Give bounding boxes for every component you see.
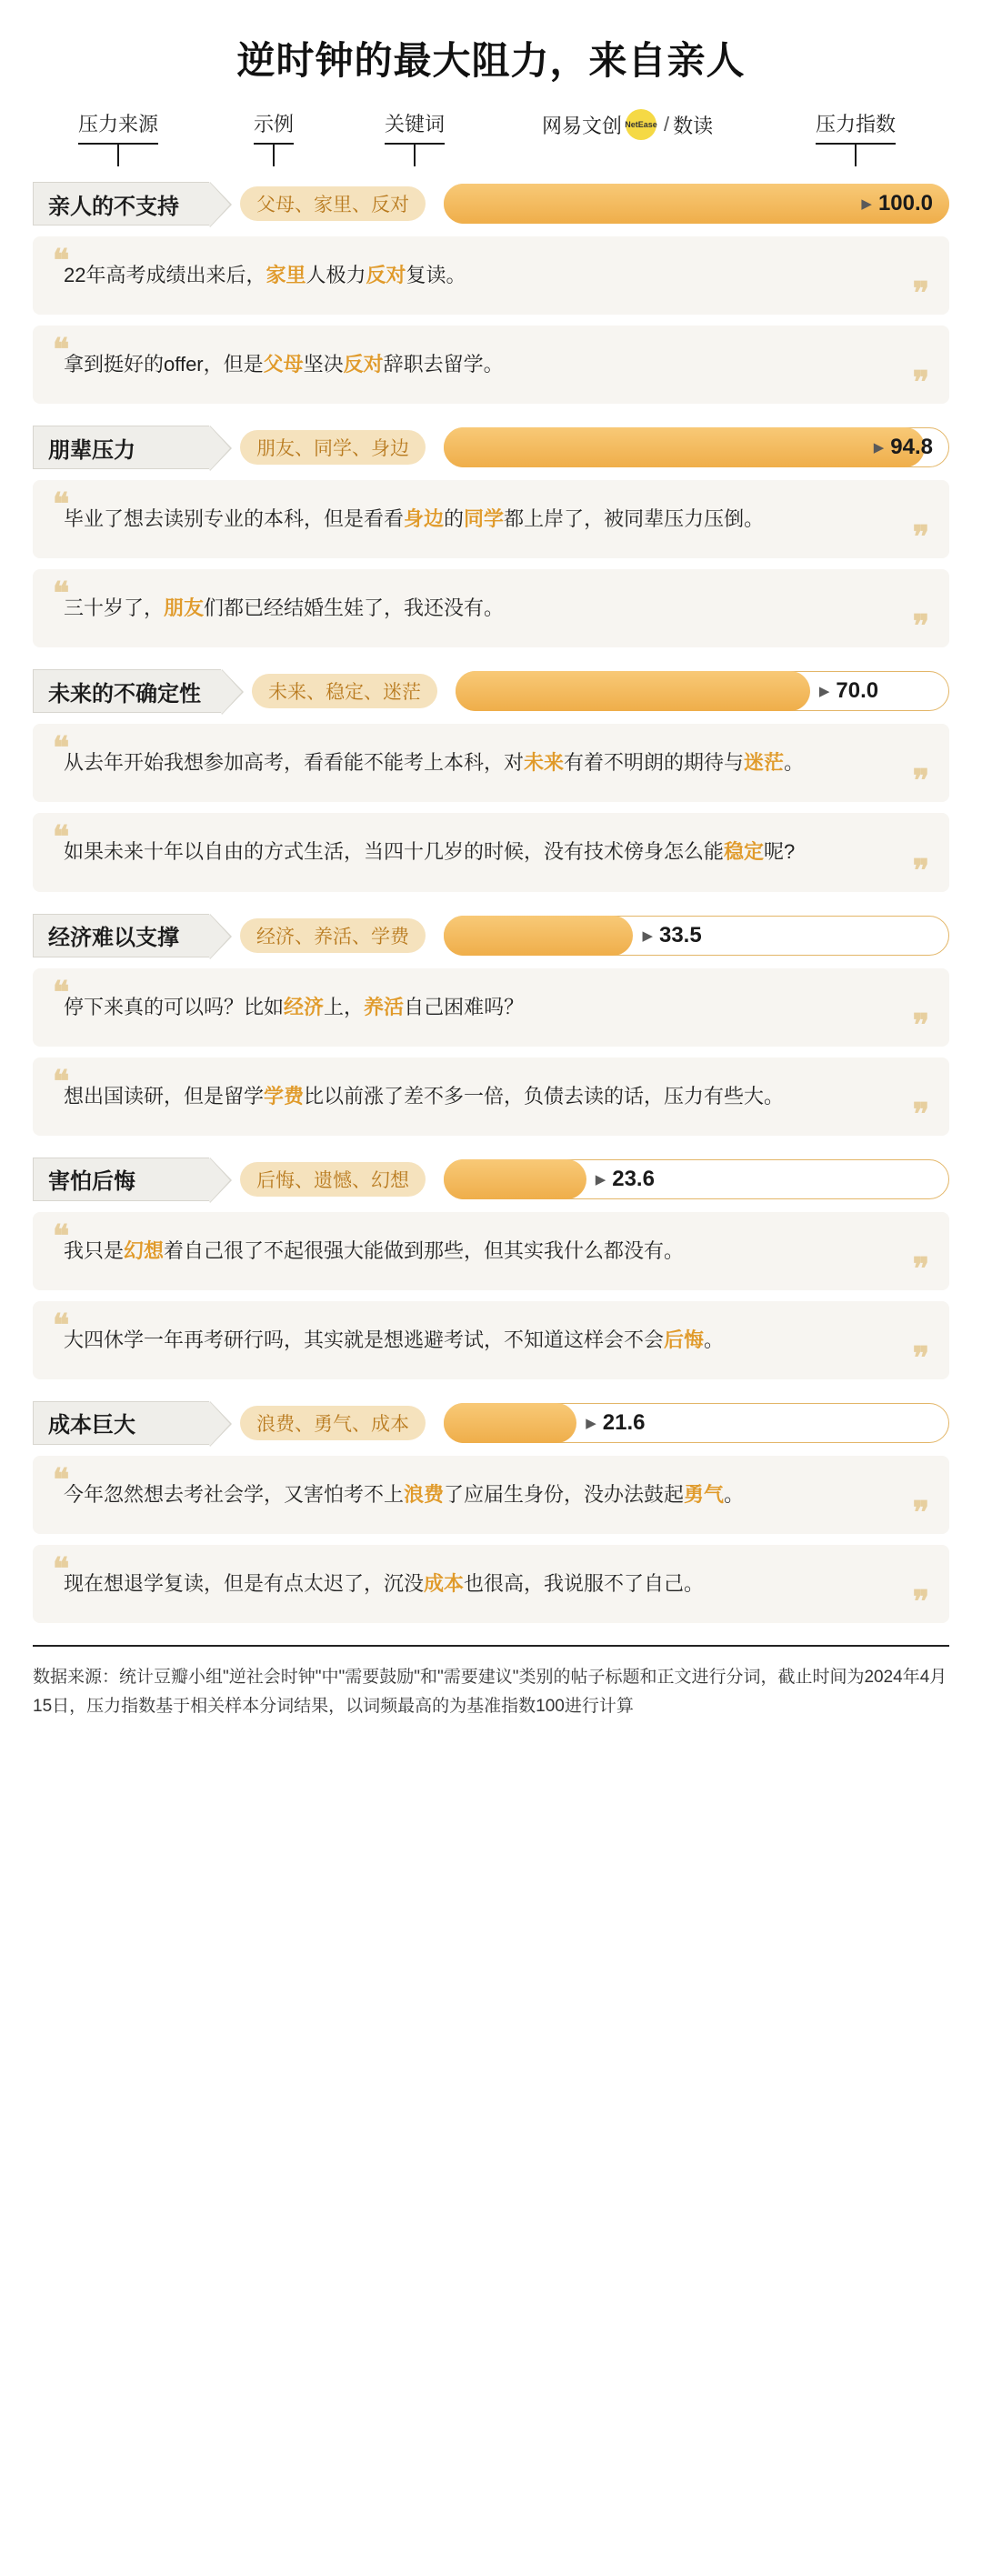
- quote-card: [33, 480, 949, 558]
- quote-segment: 现在想退学复读，但是有点太迟了，沉没: [64, 1572, 425, 1596]
- quote-card: [33, 569, 949, 647]
- legend-stem: [855, 145, 857, 166]
- quote-close-icon: ❞: [912, 1495, 929, 1532]
- sections-container: [33, 182, 949, 1623]
- quote-close-icon: ❞: [912, 1096, 929, 1133]
- legend-item-index: [783, 109, 928, 166]
- quote-highlight: 浪费: [404, 1482, 445, 1506]
- quote-segment: 着自己很了不起很强大能做到那些，但其实我什么都没有。: [164, 1238, 685, 1262]
- quote-text: [64, 504, 909, 535]
- quote-text: [64, 992, 909, 1023]
- page-title: 逆时钟的最大阻力，来自亲人: [236, 39, 746, 82]
- section-header-row: [33, 669, 949, 713]
- quote-segment: 。: [724, 1482, 745, 1506]
- quote-close-icon: ❞: [912, 276, 929, 313]
- quote-segment: 都上岸了，被同辈压力压倒。: [504, 507, 765, 531]
- quote-text: [64, 260, 909, 291]
- bar-value-number: 70.0: [836, 678, 879, 704]
- stress-index-bar: [444, 1159, 949, 1199]
- bar-value-label: [874, 427, 933, 467]
- quote-text: [64, 349, 909, 380]
- quote-segment: 。: [784, 751, 805, 775]
- quote-segment: 自己困难吗？: [404, 995, 525, 1018]
- quote-highlight: 幻想: [124, 1238, 165, 1262]
- quote-open-icon: ❝: [53, 730, 70, 767]
- keyword-chip: 经济、养活、学费: [240, 918, 426, 953]
- quote-segment: 辞职去留学。: [383, 353, 504, 376]
- triangle-marker-icon: ▶: [642, 927, 653, 944]
- quote-segment: 上，: [324, 995, 365, 1018]
- category-label: 成本巨大: [33, 1401, 209, 1445]
- quote-close-icon: ❞: [912, 608, 929, 646]
- quote-segment: 三十岁了，: [64, 596, 165, 620]
- legend-stem: [273, 145, 275, 166]
- quote-highlight: 成本: [424, 1572, 465, 1596]
- quote-highlight: 稳定: [724, 840, 765, 864]
- bar-value-number: 21.6: [602, 1409, 646, 1435]
- quote-segment: 也很高，我说服不了自己。: [464, 1572, 705, 1596]
- quote-open-icon: ❝: [53, 243, 70, 279]
- quote-text: [64, 1081, 909, 1112]
- quote-text: [64, 593, 909, 624]
- quote-segment: 坚决: [303, 353, 344, 376]
- quote-segment: 大四休学一年再考研行吗，其实就是想逃避考试，不知道这样会不会: [64, 1328, 665, 1351]
- quote-highlight: 朋友: [164, 596, 205, 620]
- quote-highlight: 经济: [284, 995, 325, 1018]
- bar-value-label: [861, 184, 933, 224]
- keyword-chip: 后悔、遗憾、幻想: [240, 1162, 426, 1197]
- legend-row: [33, 109, 949, 178]
- quote-text: [64, 1569, 909, 1599]
- legend-label-keyword: 关键词: [385, 109, 445, 145]
- quote-segment: 今年忽然想去考社会学，又害怕考不上: [64, 1482, 405, 1506]
- quote-highlight: 身边: [404, 507, 445, 531]
- quote-text: [64, 1479, 909, 1510]
- quote-highlight: 家里: [266, 264, 306, 286]
- quote-segment: 复读。: [406, 264, 466, 286]
- category-label: 朋辈压力: [33, 426, 209, 469]
- quote-open-icon: ❝: [53, 819, 70, 857]
- keyword-chip: 朋友、同学、身边: [240, 430, 426, 465]
- quote-highlight: 迷茫: [744, 751, 785, 775]
- triangle-marker-icon: ▶: [818, 684, 830, 700]
- bar-fill: [444, 1159, 586, 1199]
- quote-segment: 了应届生身份，没办法鼓起: [444, 1482, 685, 1506]
- stress-section: [33, 914, 949, 1136]
- keyword-chip: 父母、家里、反对: [240, 186, 426, 221]
- quote-open-icon: ❝: [53, 1551, 70, 1589]
- quote-segment: 我只是: [64, 1238, 125, 1262]
- legend-label-example: 示例: [254, 109, 294, 145]
- brand-suffix: 数读: [673, 114, 714, 137]
- quote-open-icon: ❝: [53, 576, 70, 613]
- quote-card: [33, 326, 949, 404]
- quote-card: [33, 1456, 949, 1534]
- category-label: 亲人的不支持: [33, 182, 209, 226]
- quote-open-icon: ❝: [53, 974, 70, 1011]
- quote-close-icon: ❞: [912, 1584, 929, 1621]
- quote-segment: 毕业了想去读别专业的本科，但是看看: [64, 507, 405, 531]
- category-label: 未来的不确定性: [33, 669, 221, 713]
- bar-value-label: [596, 1159, 655, 1199]
- bar-fill: [444, 427, 925, 467]
- stress-section: [33, 426, 949, 647]
- brand-slash: /: [664, 113, 670, 135]
- stress-index-bar: [444, 184, 949, 224]
- stress-index-bar: [444, 427, 949, 467]
- quote-card: [33, 724, 949, 802]
- legend-item-keyword: [346, 109, 483, 166]
- quote-card: [33, 813, 949, 891]
- quote-highlight: 养活: [364, 995, 405, 1018]
- stress-index-bar: [456, 671, 949, 711]
- quote-segment: 从去年开始我想参加高考，看看能不能考上本科，对: [64, 751, 525, 775]
- quote-highlight: 父母: [263, 353, 304, 376]
- bar-fill: [456, 671, 810, 711]
- quote-close-icon: ❞: [912, 519, 929, 556]
- quote-open-icon: ❝: [53, 332, 70, 369]
- bar-value-number: 33.5: [658, 922, 702, 947]
- quote-segment: 有着不明朗的期待与: [564, 751, 745, 775]
- quote-open-icon: ❝: [53, 1218, 70, 1255]
- stress-index-bar: [444, 916, 949, 956]
- quote-open-icon: ❝: [53, 1461, 70, 1498]
- quote-text: [64, 747, 909, 778]
- bar-value-number: 94.8: [890, 435, 933, 460]
- legend-label-index: 压力指数: [816, 109, 896, 145]
- bar-fill: [444, 916, 633, 956]
- quote-open-icon: ❝: [53, 486, 70, 524]
- legend-label-source: 压力来源: [78, 109, 158, 145]
- triangle-marker-icon: ▶: [586, 1415, 596, 1431]
- quote-highlight: 反对: [343, 353, 384, 376]
- bar-value-number: 100.0: [877, 191, 933, 216]
- section-header-row: [33, 426, 949, 469]
- quote-card: [33, 1545, 949, 1623]
- quote-segment: 人极力: [306, 264, 366, 286]
- quote-open-icon: ❝: [53, 1307, 70, 1344]
- quote-close-icon: ❞: [912, 1250, 929, 1288]
- quote-segment: 22年高考成绩出来后，: [64, 264, 266, 286]
- stress-section: [33, 182, 949, 404]
- bar-value-label: [642, 916, 701, 956]
- quote-close-icon: ❞: [912, 763, 929, 800]
- section-header-row: [33, 182, 949, 226]
- quote-segment: 呢?: [764, 840, 796, 864]
- category-label: 经济难以支撑: [33, 914, 209, 957]
- section-header-row: [33, 1401, 949, 1445]
- quote-highlight: 反对: [366, 264, 406, 286]
- bar-fill: [444, 1403, 576, 1443]
- stress-section: [33, 669, 949, 891]
- legend-stem: [117, 145, 119, 166]
- triangle-marker-icon: ▶: [861, 196, 872, 212]
- stress-section: [33, 1401, 949, 1623]
- quote-highlight: 未来: [524, 751, 565, 775]
- quote-close-icon: ❞: [912, 1007, 929, 1044]
- quote-card: [33, 1212, 949, 1290]
- quote-close-icon: ❞: [912, 365, 929, 402]
- category-label: 害怕后悔: [33, 1158, 209, 1201]
- netease-icon: NetEase: [626, 109, 656, 140]
- quote-segment: 停下来真的可以吗？比如: [64, 995, 285, 1018]
- quote-segment: 。: [704, 1328, 725, 1351]
- quote-card: [33, 1301, 949, 1379]
- quote-highlight: 勇气: [684, 1482, 725, 1506]
- quote-highlight: 同学: [464, 507, 505, 531]
- quote-segment: 们都已经结婚生娃了，我还没有。: [204, 596, 505, 620]
- quote-text: [64, 837, 909, 867]
- legend-stem: [414, 145, 416, 166]
- quote-segment: 拿到挺好的offer，但是: [64, 353, 264, 376]
- quote-text: [64, 1325, 909, 1356]
- bar-value-label: [819, 671, 878, 711]
- brand-prefix: 网易文创: [542, 114, 623, 137]
- footer-note: 数据来源：统计豆瓣小组"逆社会时钟"中"需要鼓励"和"需要建议"类别的帖子标题和正文进行分词，截止时间为2024年4月15日，压力指数基于相关样本分词结果，以词频最高的为基准指数100进行计算: [33, 1645, 949, 1722]
- quote-segment: 如果未来十年以自由的方式生活，当四十几岁的时候，没有技术傍身怎么能: [64, 840, 725, 864]
- quote-close-icon: ❞: [912, 1339, 929, 1377]
- triangle-marker-icon: ▶: [595, 1171, 606, 1188]
- quote-card: [33, 236, 949, 315]
- quote-open-icon: ❝: [53, 1063, 70, 1100]
- quote-segment: 的: [444, 507, 465, 531]
- quote-segment: 想出国读研，但是留学: [64, 1084, 265, 1108]
- triangle-marker-icon: ▶: [873, 440, 885, 456]
- keyword-chip: 未来、稳定、迷茫: [252, 674, 437, 708]
- legend-item-source: [45, 109, 191, 166]
- quote-close-icon: ❞: [912, 852, 929, 889]
- bar-value-label: [586, 1403, 645, 1443]
- quote-segment: 比以前涨了差不多一倍，负债去读的话，压力有些大。: [304, 1084, 785, 1108]
- bar-value-number: 23.6: [612, 1166, 655, 1191]
- section-header-row: [33, 1158, 949, 1201]
- section-header-row: [33, 914, 949, 957]
- quote-highlight: 学费: [264, 1084, 305, 1108]
- quote-highlight: 后悔: [664, 1328, 705, 1351]
- keyword-chip: 浪费、勇气、成本: [240, 1406, 426, 1440]
- quote-card: [33, 1057, 949, 1136]
- brand-logo: [542, 109, 713, 140]
- stress-section: [33, 1158, 949, 1379]
- legend-item-example: [219, 109, 328, 166]
- quote-text: [64, 1236, 909, 1267]
- stress-index-bar: [444, 1403, 949, 1443]
- quote-card: [33, 968, 949, 1047]
